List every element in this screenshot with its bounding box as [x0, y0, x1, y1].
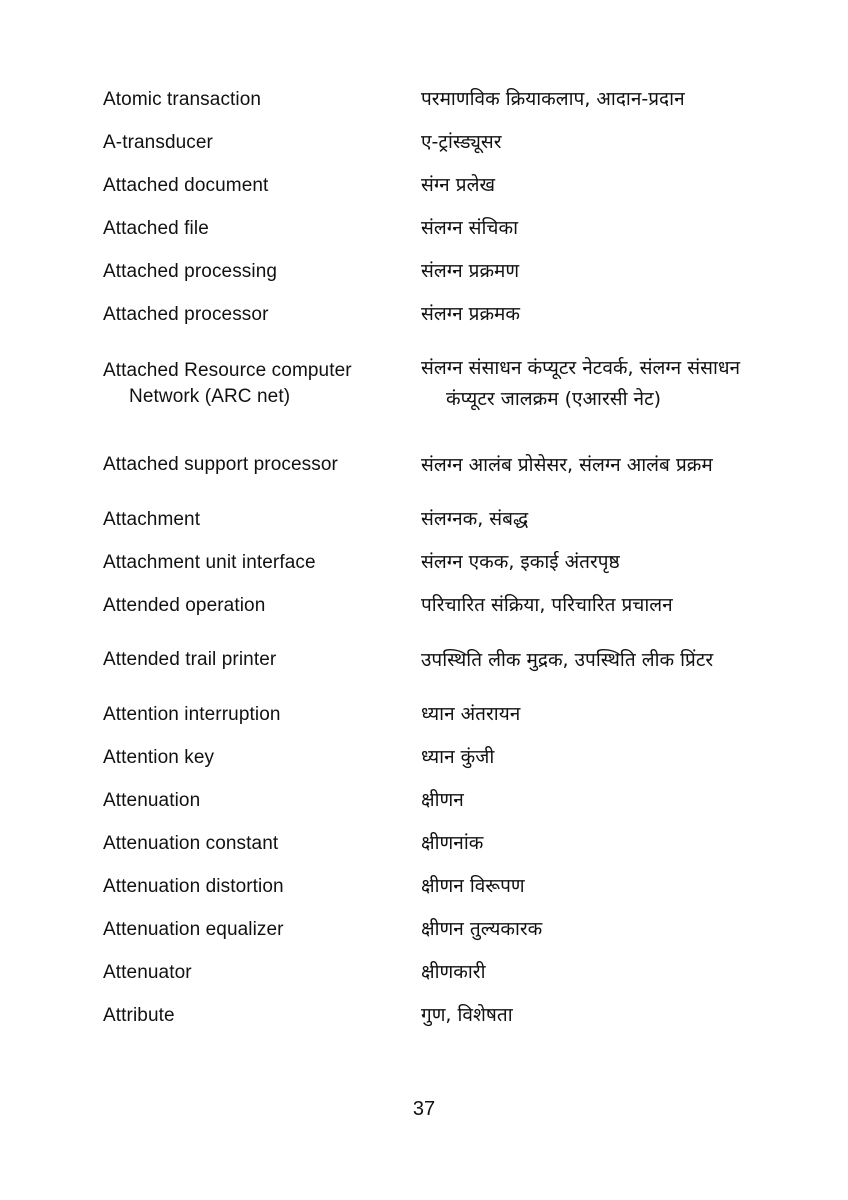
entry-term: Attenuation constant — [103, 832, 279, 854]
glossary-entry — [103, 779, 763, 822]
entry-meaning: संलग्न आलंब प्रोसेसर, संलग्न आलंब प्रक्रम — [421, 453, 713, 476]
entry-term: Attention key — [103, 746, 215, 768]
entry-term: Attached processor — [103, 303, 269, 325]
entry-meaning: उपस्थिति लीक मुद्रक, उपस्थिति लीक प्रिंटर — [421, 648, 714, 671]
entry-meaning: क्षीणन तुल्यकारक — [421, 918, 543, 940]
glossary-entry — [103, 908, 763, 951]
entry-term: A-transducer — [103, 131, 213, 153]
entry-term: Attachment unit interface — [103, 551, 316, 573]
entry-meaning: ध्यान अंतरायन — [421, 703, 521, 725]
entry-term: Attenuation distortion — [103, 875, 284, 897]
entry-term: Atomic transaction — [103, 88, 262, 110]
entry-meaning: परिचारित संक्रिया, परिचारित प्रचालन — [421, 594, 673, 616]
glossary-entry — [103, 78, 763, 121]
entry-term: Attached document — [103, 174, 269, 196]
entry-meaning: ध्यान कुंजी — [421, 746, 495, 768]
glossary-entry — [103, 865, 763, 908]
entry-term: Attached file — [103, 217, 209, 239]
entry-meaning: क्षीणन विरूपण — [421, 875, 525, 897]
entry-meaning: संलग्न प्रक्रमक — [421, 303, 521, 325]
entry-meaning: गुण, विशेषता — [421, 1004, 513, 1026]
entry-meaning: परमाणविक क्रियाकलाप, आदान-प्रदान — [421, 88, 685, 110]
glossary-entry — [103, 951, 763, 994]
glossary-entry — [103, 498, 763, 541]
glossary-entry — [103, 584, 763, 627]
glossary-entry — [103, 250, 763, 293]
entry-meaning: ए-ट्रांस्ड्यूसर — [421, 131, 502, 153]
entry-term: Attention interruption — [103, 703, 281, 725]
entry-term: Attached processing — [103, 260, 278, 282]
entry-term — [103, 358, 421, 410]
glossary-entry — [103, 336, 763, 432]
glossary-entry — [103, 627, 763, 693]
entry-meaning: क्षीणकारी — [421, 961, 486, 983]
entry-term: Attached support processor — [103, 454, 338, 475]
entry-term: Attended operation — [103, 594, 266, 616]
entry-term: Attenuation equalizer — [103, 918, 284, 940]
entry-term: Attachment — [103, 508, 201, 530]
entry-meaning: क्षीणन — [421, 789, 464, 811]
entry-meaning: संग्न प्रलेख — [421, 174, 496, 196]
glossary-entry — [103, 432, 763, 498]
entry-term-line1: Attached Resource computer — [103, 360, 352, 381]
glossary-entry — [103, 207, 763, 250]
glossary-entry — [103, 822, 763, 865]
glossary-entry — [103, 164, 763, 207]
entry-term: Attenuation — [103, 789, 201, 811]
entry-term: Attenuator — [103, 961, 192, 983]
entry-term: Attended trail printer — [103, 649, 277, 670]
page-number: 37 — [412, 1098, 436, 1120]
entry-meaning: संलग्नक, संबद्ध — [421, 508, 529, 530]
glossary-entry — [103, 541, 763, 584]
glossary-entry — [103, 121, 763, 164]
entry-meaning: संलग्न एकक, इकाई अंतरपृष्ठ — [421, 551, 620, 573]
glossary-list — [103, 78, 763, 1037]
glossary-entry — [103, 693, 763, 736]
entry-term-line2: Network (ARC net) — [129, 386, 291, 407]
entry-meaning: संलग्न संचिका — [421, 217, 518, 239]
glossary-entry — [103, 994, 763, 1037]
glossary-entry — [103, 736, 763, 779]
entry-meaning: संलग्न प्रक्रमण — [421, 260, 520, 282]
glossary-entry — [103, 293, 763, 336]
entry-meaning: संलग्न संसाधन कंप्यूटर नेटवर्क, संलग्न संसाधन कंप्यूटर जालक्रम (एआरसी नेट) — [421, 357, 741, 410]
entry-term: Attribute — [103, 1004, 175, 1026]
entry-meaning: क्षीणनांक — [421, 832, 484, 854]
